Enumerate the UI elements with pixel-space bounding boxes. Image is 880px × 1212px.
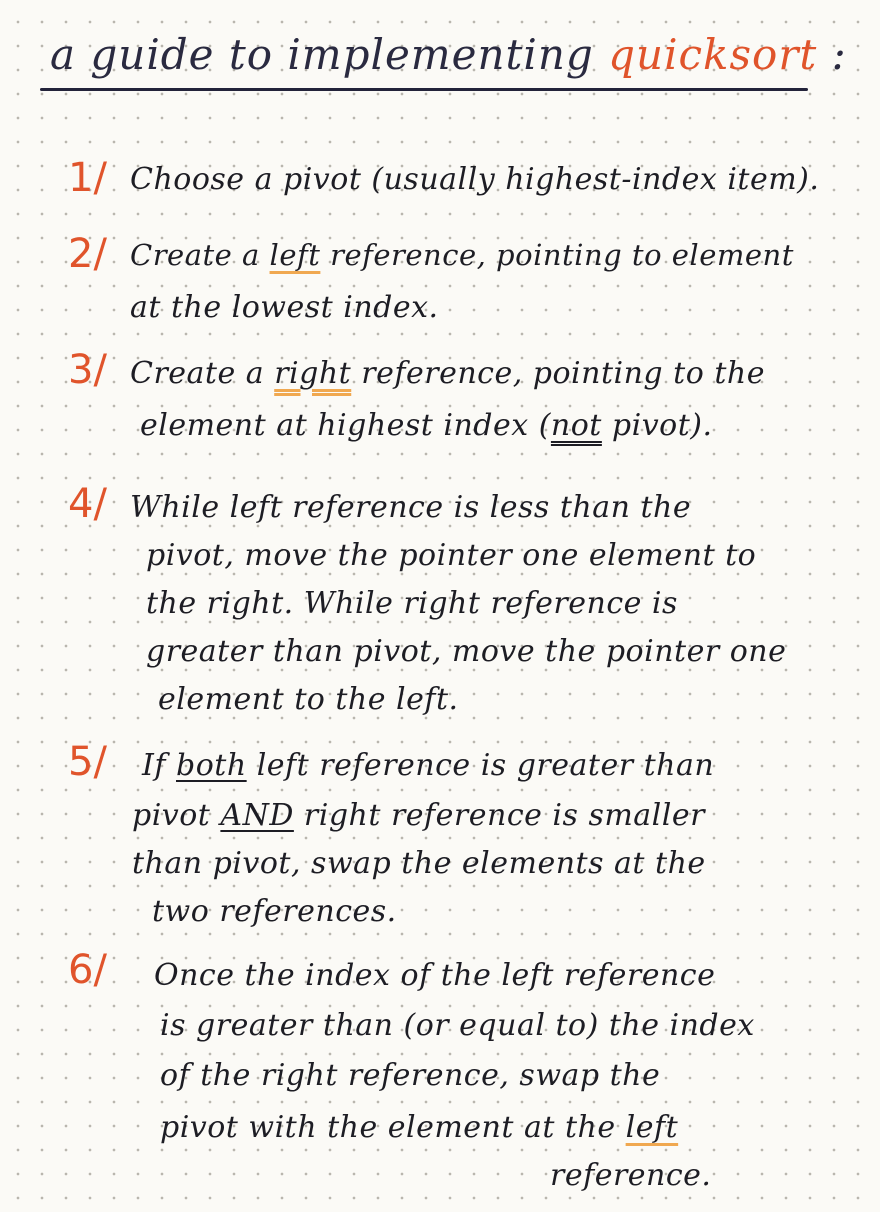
step-text-line: While left reference is less than the xyxy=(130,490,692,525)
step-text-line: Choose a pivot (usually highest-index item). xyxy=(130,162,820,197)
step-number: 1/ xyxy=(68,155,107,201)
title-accent-word: quicksort xyxy=(608,30,818,79)
emphasis-both: both xyxy=(176,748,247,783)
step-text-line: pivot AND right reference is smaller xyxy=(132,798,705,833)
step-text-line: is greater than (or equal to) the index xyxy=(160,1008,755,1043)
step-text-line: element at highest index (not pivot). xyxy=(140,408,713,443)
emphasis-and: AND xyxy=(220,798,294,833)
step-text-line: pivot with the element at the left xyxy=(160,1110,679,1145)
step-text-line: at the lowest index. xyxy=(130,290,439,325)
step-text-line: greater than pivot, move the pointer one xyxy=(146,634,787,669)
step-text-line: Create a left reference, pointing to element xyxy=(130,238,794,272)
step-number: 2/ xyxy=(68,231,107,277)
step-text-line: of the right reference, swap the xyxy=(160,1058,661,1093)
title-text: a guide to implementing xyxy=(50,30,594,79)
step-text-line: pivot, move the pointer one element to xyxy=(146,538,757,573)
step-number: 4/ xyxy=(68,481,107,527)
title-underline xyxy=(40,88,808,91)
step-text-line: two references. xyxy=(152,894,397,929)
step-text-line: Once the index of the left reference xyxy=(154,958,716,993)
emphasis-not: not xyxy=(550,408,602,443)
step-text-line: If both left reference is greater than xyxy=(142,748,715,783)
title-colon: : xyxy=(831,30,847,79)
step-number: 5/ xyxy=(68,739,107,785)
step-text-line: Create a right reference, pointing to the xyxy=(130,356,765,391)
step-text-line: the right. While right reference is xyxy=(146,586,678,621)
emphasis-left: left xyxy=(269,238,321,272)
step-text-line: element to the left. xyxy=(158,682,459,717)
page-title xyxy=(50,30,847,79)
step-text-line: reference. xyxy=(550,1158,712,1193)
emphasis-left: left xyxy=(625,1110,679,1145)
step-number: 6/ xyxy=(68,947,107,993)
step-text-line: than pivot, swap the elements at the xyxy=(132,846,706,881)
step-number: 3/ xyxy=(68,347,107,393)
emphasis-right: right xyxy=(274,356,352,391)
